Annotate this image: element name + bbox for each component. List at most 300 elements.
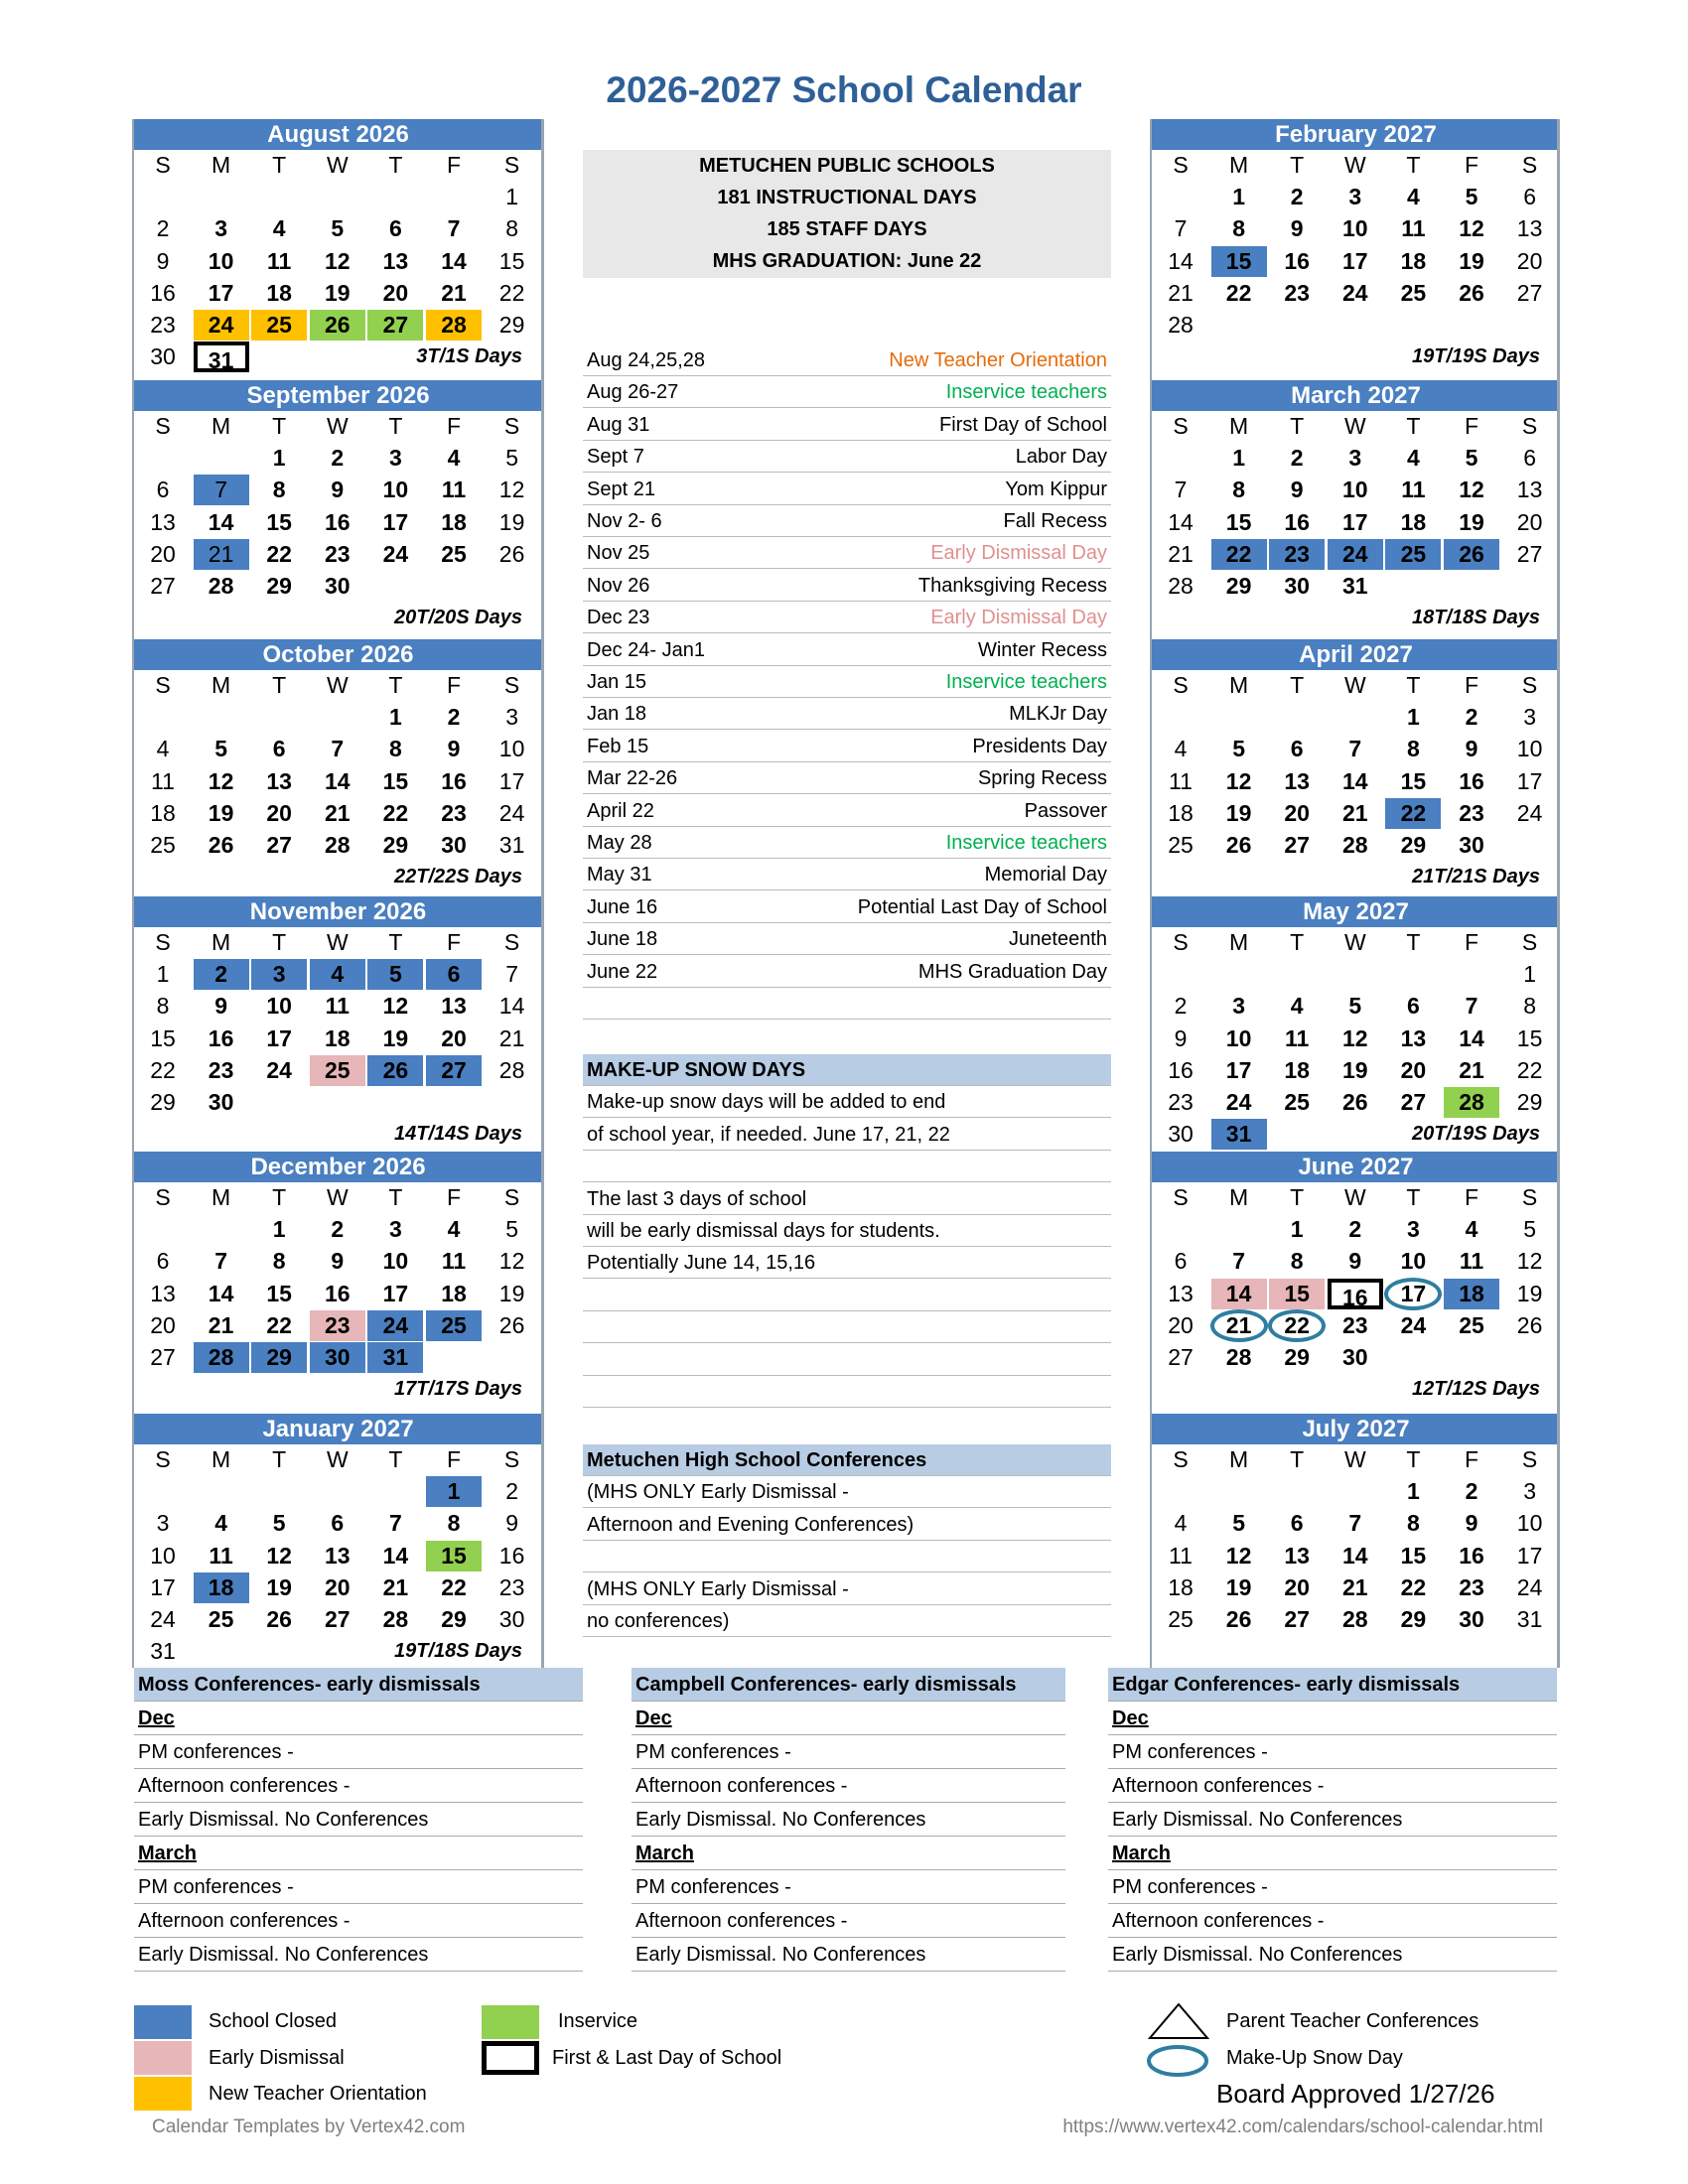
weekday-header: W [326, 1184, 349, 1210]
calendar-day: 22 [1516, 1056, 1543, 1083]
calendar-day: 26 [498, 540, 525, 567]
calendar-day: 14 [208, 1280, 234, 1306]
calendar-day: 26 [310, 310, 365, 341]
calendar-day: 21 [441, 279, 467, 306]
calendar-day: 31 [498, 832, 525, 858]
calendar-day: 24 [367, 1310, 423, 1341]
legend-swatch-closed [134, 2005, 192, 2039]
calendar-day: 26 [367, 1055, 423, 1086]
event-date: Nov 25 [587, 542, 650, 565]
calendar-day: 23 [498, 1573, 525, 1600]
weekday-header: S [1521, 929, 1538, 955]
calendar-day: 3 [1348, 445, 1362, 472]
calendar-day: 17 [1342, 508, 1368, 535]
calendar-day: 12 [266, 1542, 292, 1569]
weekday-header: W [1343, 929, 1366, 955]
month-calendar [134, 380, 542, 634]
calendar-day: 25 [441, 540, 467, 567]
weekday-header: S [155, 672, 171, 698]
calendar-day: 11 [325, 993, 350, 1020]
conference-row: March [1108, 1837, 1557, 1870]
calendar-day: 25 [208, 1606, 234, 1632]
calendar-day: 4 [1406, 445, 1420, 472]
weekday-header: W [1343, 413, 1366, 439]
calendar-day: 17 [208, 279, 234, 306]
note-row [583, 1151, 1111, 1182]
calendar-day: 24 [1342, 279, 1368, 306]
calendar-day: 8 [505, 215, 518, 242]
calendar-day: 23 [310, 1310, 365, 1341]
weekday-header: M [211, 929, 231, 955]
weekday-header: F [1464, 1446, 1479, 1472]
calendar-day: 3 [388, 1216, 402, 1243]
calendar-day: 9 [214, 993, 227, 1020]
weekday-header: F [1464, 413, 1479, 439]
calendar-day: 6 [1174, 1248, 1188, 1275]
event-row [583, 409, 1111, 441]
calendar-day: 14 [1168, 247, 1194, 274]
calendar-day: 29 [150, 1089, 176, 1115]
calendar-day: 21 [208, 1311, 234, 1338]
calendar-day: 4 [447, 1216, 461, 1243]
event-name: New Teacher Orientation [889, 349, 1107, 371]
event-row [583, 923, 1111, 955]
event-name: Yom Kippur [1005, 478, 1107, 500]
calendar-day: 27 [325, 1606, 351, 1632]
conference-row: Afternoon conferences - [134, 1769, 583, 1803]
calendar-day: 30 [150, 343, 176, 370]
calendar-day: 30 [498, 1606, 525, 1632]
calendar-day: 10 [1225, 1024, 1252, 1051]
calendar-day: 21 [498, 1024, 525, 1051]
calendar-day: 19 [208, 799, 234, 826]
calendar-day: 16 [1168, 1056, 1194, 1083]
calendar-day: 21 [194, 539, 249, 570]
calendar-day: 3 [251, 959, 307, 990]
calendar-day: 1 [1523, 961, 1536, 988]
weekday-header: T [388, 929, 403, 955]
month-summary: 17T/17S Days [394, 1378, 522, 1401]
event-row [583, 731, 1111, 762]
calendar-day: 16 [208, 1024, 234, 1051]
calendar-day: 20 [150, 540, 176, 567]
conference-row: Early Dismissal. No Conferences [1108, 1938, 1557, 1972]
month-calendar [1152, 1414, 1560, 1668]
calendar-day: 25 [310, 1055, 365, 1086]
calendar-day: 20 [1168, 1311, 1194, 1338]
event-row [583, 537, 1111, 569]
calendar-day: 10 [1400, 1248, 1427, 1275]
conference-row: PM conferences - [134, 1735, 583, 1769]
calendar-day: 15 [498, 247, 525, 274]
calendar-day: 13 [382, 247, 409, 274]
calendar-day: 7 [1174, 477, 1188, 503]
calendar-day: 6 [156, 477, 170, 503]
conference-title: Edgar Conferences- early dismissals [1108, 1668, 1557, 1702]
note-row [583, 1054, 1111, 1086]
calendar-day: 21 [1459, 1056, 1484, 1083]
calendar-day: 13 [150, 508, 176, 535]
calendar-day: 16 [1284, 508, 1310, 535]
note-row [583, 1280, 1111, 1311]
calendar-day: 13 [1168, 1280, 1194, 1306]
calendar-day: 29 [1400, 1606, 1427, 1632]
calendar-day: 6 [1406, 993, 1420, 1020]
calendar-day: 1 [426, 1476, 482, 1507]
calendar-day: 17 [382, 1280, 409, 1306]
event-row [583, 988, 1111, 1020]
calendar-day: 12 [382, 993, 409, 1020]
calendar-day: 9 [331, 477, 345, 503]
event-row [583, 570, 1111, 602]
event-row [583, 827, 1111, 859]
calendar-day: 27 [1516, 279, 1543, 306]
calendar-day: 2 [1290, 184, 1304, 210]
calendar-day: 14 [441, 247, 467, 274]
calendar-day: 9 [1174, 1024, 1188, 1051]
calendar-day: 27 [266, 832, 292, 858]
calendar-day: 18 [1168, 1573, 1194, 1600]
calendar-day: 3 [1232, 993, 1245, 1020]
event-row [583, 474, 1111, 505]
calendar-day: 23 [1459, 799, 1484, 826]
calendar-day: 27 [367, 310, 423, 341]
month-calendar [1152, 1152, 1560, 1406]
weekday-header: S [503, 152, 520, 178]
calendar-day: 13 [1516, 215, 1543, 242]
weekday-header: F [446, 413, 462, 439]
calendar-day: 2 [1348, 1216, 1362, 1243]
calendar-day: 28 [1168, 312, 1194, 338]
event-name: Labor Day [1015, 446, 1107, 469]
calendar-day: 16 [1328, 1279, 1383, 1309]
calendar-day: 15 [1516, 1024, 1543, 1051]
event-name: MLKJr Day [1009, 703, 1107, 726]
event-date: Jan 15 [587, 671, 647, 693]
calendar-day: 8 [272, 477, 286, 503]
calendar-day: 29 [1400, 832, 1427, 858]
calendar-day: 10 [208, 247, 234, 274]
calendar-day: 15 [266, 508, 292, 535]
event-date: Sept 7 [587, 446, 644, 469]
conference-row: Afternoon conferences - [632, 1904, 1065, 1938]
note-text: Make-up snow days will be added to end [587, 1091, 946, 1114]
calendar-day: 16 [441, 767, 467, 794]
calendar-day: 12 [498, 1248, 525, 1275]
weekday-header: T [272, 152, 287, 178]
calendar-day: 8 [156, 993, 170, 1020]
event-name: Memorial Day [984, 864, 1107, 887]
calendar-day: 2 [447, 704, 461, 731]
calendar-day: 20 [1516, 508, 1543, 535]
calendar-day: 7 [1232, 1248, 1245, 1275]
event-name: Presidents Day [972, 735, 1107, 757]
calendar-day: 15 [1225, 508, 1252, 535]
calendar-day: 10 [266, 993, 292, 1020]
calendar-day: 17 [150, 1573, 176, 1600]
month-calendar [134, 1152, 542, 1406]
conference-row: Dec [134, 1702, 583, 1735]
calendar-day: 9 [1465, 1510, 1478, 1537]
event-date: June 18 [587, 928, 658, 951]
event-row [583, 891, 1111, 923]
calendar-day: 25 [150, 832, 176, 858]
calendar-day: 25 [426, 1310, 482, 1341]
calendar-day: 1 [1290, 1216, 1304, 1243]
calendar-day: 23 [1459, 1573, 1484, 1600]
calendar-day: 28 [1444, 1087, 1499, 1118]
calendar-day: 22 [498, 279, 525, 306]
event-date: May 28 [587, 832, 652, 854]
calendar-day: 14 [208, 508, 234, 535]
calendar-day: 1 [272, 445, 286, 472]
calendar-day: 21 [382, 1573, 409, 1600]
weekday-header: S [1173, 1446, 1189, 1472]
note-text: Potentially June 14, 15,16 [587, 1252, 816, 1275]
mhs-row [583, 1444, 1111, 1476]
month-title: May 2027 [1152, 896, 1560, 927]
note-row [583, 1376, 1111, 1408]
event-name: Passover [1024, 799, 1107, 822]
calendar-day: 18 [325, 1024, 351, 1051]
conference-row: Afternoon conferences - [632, 1769, 1065, 1803]
weekday-header: T [1290, 1184, 1305, 1210]
calendar-day: 7 [1348, 736, 1362, 762]
calendar-day: 19 [382, 1024, 409, 1051]
weekday-header: S [1173, 929, 1189, 955]
weekday-header: W [326, 929, 349, 955]
calendar-day: 11 [1401, 477, 1426, 503]
calendar-day: 21 [1168, 279, 1194, 306]
calendar-day: 12 [498, 477, 525, 503]
weekday-header: W [1343, 672, 1366, 698]
weekday-header: T [272, 413, 287, 439]
calendar-day: 26 [1516, 1311, 1543, 1338]
calendar-day: 24 [1225, 1089, 1252, 1115]
event-date: June 16 [587, 895, 658, 918]
calendar-day: 24 [266, 1056, 292, 1083]
weekday-header: T [1290, 152, 1305, 178]
weekday-header: W [1343, 1184, 1366, 1210]
event-date: Dec 23 [587, 607, 650, 629]
calendar-day: 1 [1232, 445, 1245, 472]
calendar-day: 2 [156, 215, 170, 242]
weekday-header: F [446, 929, 462, 955]
conference-row: March [632, 1837, 1065, 1870]
mhs-text: Afternoon and Evening Conferences) [587, 1513, 914, 1536]
calendar-day: 14 [1168, 508, 1194, 535]
calendar-day: 26 [1225, 832, 1252, 858]
month-title: June 2027 [1152, 1152, 1560, 1182]
calendar-day: 13 [1516, 477, 1543, 503]
calendar-day: 19 [1342, 1056, 1368, 1083]
snow-day-oval [1268, 1309, 1326, 1342]
event-row [583, 634, 1111, 666]
calendar-day: 30 [1284, 573, 1310, 599]
weekday-header: W [326, 1446, 349, 1472]
footer-credit: Calendar Templates by Vertex42.com [152, 2116, 466, 2137]
calendar-day: 5 [272, 1510, 286, 1537]
weekday-header: S [155, 1184, 171, 1210]
event-row [583, 698, 1111, 730]
weekday-header: S [155, 929, 171, 955]
calendar-day: 17 [1225, 1056, 1252, 1083]
weekday-header: M [211, 413, 231, 439]
calendar-day: 22 [150, 1056, 176, 1083]
conference-block [134, 1668, 583, 1972]
calendar-day: 15 [382, 767, 409, 794]
note-text: The last 3 days of school [587, 1187, 807, 1210]
calendar-day: 20 [441, 1024, 467, 1051]
weekday-header: T [1290, 1446, 1305, 1472]
calendar-day: 19 [325, 279, 351, 306]
legend-swatch-orient [134, 2077, 192, 2111]
event-name: Juneteenth [1009, 928, 1107, 951]
calendar-day: 15 [1400, 767, 1427, 794]
calendar-day: 4 [1465, 1216, 1478, 1243]
calendar-day: 12 [1459, 477, 1484, 503]
panel-border [132, 119, 134, 1668]
calendar-day: 11 [1169, 1542, 1193, 1569]
month-calendar [134, 119, 542, 373]
legend-swatch-early [134, 2041, 192, 2075]
weekday-header: M [211, 152, 231, 178]
note-row [583, 1086, 1111, 1118]
calendar-day: 29 [1225, 573, 1252, 599]
event-date: Sept 21 [587, 478, 655, 500]
weekday-header: M [1229, 929, 1249, 955]
calendar-day: 22 [1400, 1573, 1427, 1600]
month-calendar [134, 896, 542, 1151]
district-info [583, 150, 1111, 278]
legend-inservice: Inservice [558, 2010, 638, 2032]
calendar-day: 11 [267, 247, 292, 274]
weekday-header: T [1290, 672, 1305, 698]
weekday-header: T [1406, 1184, 1421, 1210]
weekday-header: W [1343, 1446, 1366, 1472]
month-summary: 12T/12S Days [1412, 1378, 1540, 1401]
mhs-text: (MHS ONLY Early Dismissal - [587, 1577, 849, 1600]
calendar-day: 11 [151, 767, 175, 794]
weekday-header: F [1464, 672, 1479, 698]
calendar-day: 14 [382, 1542, 409, 1569]
weekday-header: S [1521, 1446, 1538, 1472]
calendar-day: 12 [1516, 1248, 1543, 1275]
calendar-day: 11 [441, 477, 467, 503]
weekday-header: F [446, 152, 462, 178]
weekday-header: S [1521, 152, 1538, 178]
calendar-day: 27 [1400, 1089, 1427, 1115]
calendar-day: 17 [382, 508, 409, 535]
calendar-day: 29 [498, 312, 525, 338]
weekday-header: T [388, 672, 403, 698]
conference-block [632, 1668, 1065, 1972]
event-date: April 22 [587, 799, 654, 822]
calendar-day: 29 [441, 1606, 467, 1632]
calendar-day: 25 [1385, 539, 1441, 570]
conference-row: Early Dismissal. No Conferences [134, 1938, 583, 1972]
weekday-header: T [272, 672, 287, 698]
calendar-day: 8 [388, 736, 402, 762]
event-row [583, 666, 1111, 698]
month-title: December 2026 [134, 1152, 542, 1182]
calendar-day: 5 [331, 215, 345, 242]
event-date: Nov 26 [587, 574, 650, 597]
month-calendar [1152, 639, 1560, 893]
calendar-day: 10 [1342, 215, 1368, 242]
calendar-day: 31 [194, 341, 249, 372]
calendar-day: 16 [1459, 1542, 1484, 1569]
calendar-day: 21 [1342, 799, 1368, 826]
weekday-header: F [1464, 152, 1479, 178]
legend-firstlast: First & Last Day of School [552, 2047, 782, 2069]
calendar-day: 11 [1459, 1248, 1484, 1275]
calendar-day: 5 [505, 1216, 518, 1243]
calendar-day: 2 [1174, 993, 1188, 1020]
note-row [583, 1344, 1111, 1376]
calendar-day: 4 [272, 215, 286, 242]
calendar-day: 30 [325, 573, 351, 599]
calendar-day: 5 [1465, 184, 1478, 210]
event-name: Inservice teachers [945, 671, 1107, 693]
calendar-day: 18 [441, 508, 467, 535]
weekday-header: T [388, 152, 403, 178]
calendar-day: 23 [1168, 1089, 1194, 1115]
calendar-day: 19 [266, 1573, 292, 1600]
calendar-day: 2 [331, 1216, 345, 1243]
calendar-day: 16 [1284, 247, 1310, 274]
info-line: 181 INSTRUCTIONAL DAYS [717, 187, 977, 208]
month-summary: 3T/1S Days [416, 345, 522, 368]
month-summary: 22T/22S Days [394, 866, 522, 888]
calendar-day: 17 [1385, 1279, 1441, 1309]
calendar-day: 27 [150, 1344, 176, 1370]
weekday-header: F [446, 672, 462, 698]
calendar-day: 4 [1290, 993, 1304, 1020]
calendar-day: 16 [498, 1542, 525, 1569]
month-summary: 18T/18S Days [1412, 607, 1540, 629]
event-date: June 22 [587, 960, 658, 983]
calendar-day: 27 [1516, 540, 1543, 567]
note-row [583, 1311, 1111, 1343]
weekday-header: M [1229, 152, 1249, 178]
triangle-icon [1147, 2001, 1210, 2041]
calendar-day: 31 [367, 1342, 423, 1373]
calendar-day: 22 [266, 1311, 292, 1338]
month-calendar [134, 1414, 542, 1668]
month-title: August 2026 [134, 119, 542, 150]
event-date: Mar 22-26 [587, 767, 678, 790]
calendar-day: 7 [388, 1510, 402, 1537]
calendar-day: 7 [1348, 1510, 1362, 1537]
calendar-day: 17 [1342, 247, 1368, 274]
calendar-day: 21 [1342, 1573, 1368, 1600]
calendar-day: 30 [1168, 1121, 1194, 1148]
calendar-day: 26 [266, 1606, 292, 1632]
month-title: July 2027 [1152, 1414, 1560, 1444]
calendar-day: 22 [266, 540, 292, 567]
calendar-day: 10 [498, 736, 525, 762]
calendar-day: 16 [1459, 767, 1484, 794]
event-date: Dec 24- Jan1 [587, 638, 705, 661]
calendar-day: 11 [209, 1542, 233, 1569]
conference-row: Early Dismissal. No Conferences [632, 1938, 1065, 1972]
calendar-day: 23 [441, 799, 467, 826]
calendar-day: 22 [441, 1573, 467, 1600]
calendar-day: 23 [325, 540, 351, 567]
weekday-header: S [503, 672, 520, 698]
legend-orient: New Teacher Orientation [209, 2083, 427, 2105]
